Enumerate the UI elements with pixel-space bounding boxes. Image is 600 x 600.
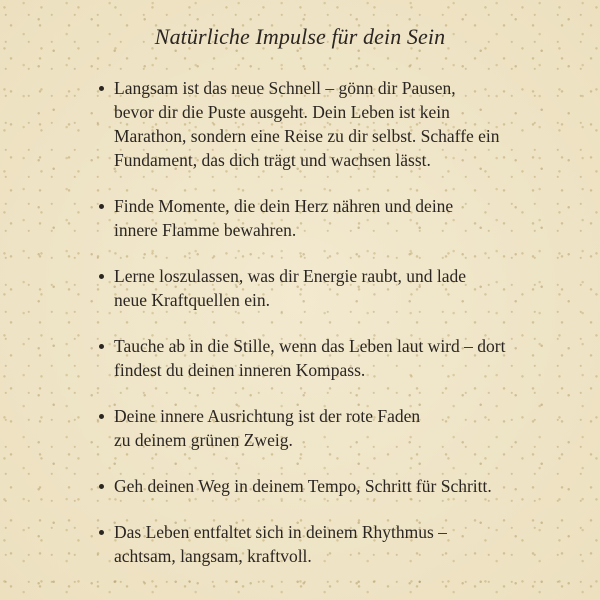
- item-line: Lerne loszulassen, was dir Energie raubt, und lade: [114, 266, 466, 286]
- list-item: [97, 194, 527, 242]
- bullet-icon: [99, 274, 104, 279]
- bullet-icon: [99, 344, 104, 349]
- item-line: Langsam ist das neue Schnell – gönn dir Pausen,: [114, 78, 456, 98]
- item-line: innere Flamme bewahren.: [114, 220, 297, 240]
- item-line: Marathon, sondern eine Reise zu dir selbst. Schaffe ein: [114, 126, 500, 146]
- list-item: [97, 334, 527, 382]
- item-line: Fundament, das dich trägt und wachsen lässt.: [114, 150, 431, 170]
- bullet-icon: [99, 414, 104, 419]
- item-line: Geh deinen Weg in deinem Tempo, Schritt für Schritt.: [114, 476, 492, 496]
- item-line: Deine innere Ausrichtung ist der rote Faden: [114, 406, 421, 426]
- item-line: zu deinem grünen Zweig.: [114, 430, 293, 450]
- item-line: achtsam, langsam, kraftvoll.: [114, 546, 312, 566]
- list-item: [97, 264, 527, 312]
- item-line: Tauche ab in die Stille, wenn das Leben laut wird – dort: [114, 336, 506, 356]
- item-line: Das Leben entfaltet sich in deinem Rhythmus –: [114, 522, 447, 542]
- bullet-icon: [99, 204, 104, 209]
- impulse-list: [97, 76, 527, 590]
- item-line: bevor dir die Puste ausgeht. Dein Leben ist kein: [114, 102, 450, 122]
- list-item: [97, 76, 527, 172]
- list-item: [97, 474, 527, 498]
- item-line: neue Kraftquellen ein.: [114, 290, 270, 310]
- item-line: Finde Momente, die dein Herz nähren und deine: [114, 196, 454, 216]
- bullet-icon: [99, 530, 104, 535]
- list-item: [97, 520, 527, 568]
- bullet-icon: [99, 86, 104, 91]
- bullet-icon: [99, 484, 104, 489]
- page-title: Natürliche Impulse für dein Sein: [154, 24, 446, 49]
- item-line: findest du deinen inneren Kompass.: [114, 360, 366, 380]
- list-item: [97, 404, 527, 452]
